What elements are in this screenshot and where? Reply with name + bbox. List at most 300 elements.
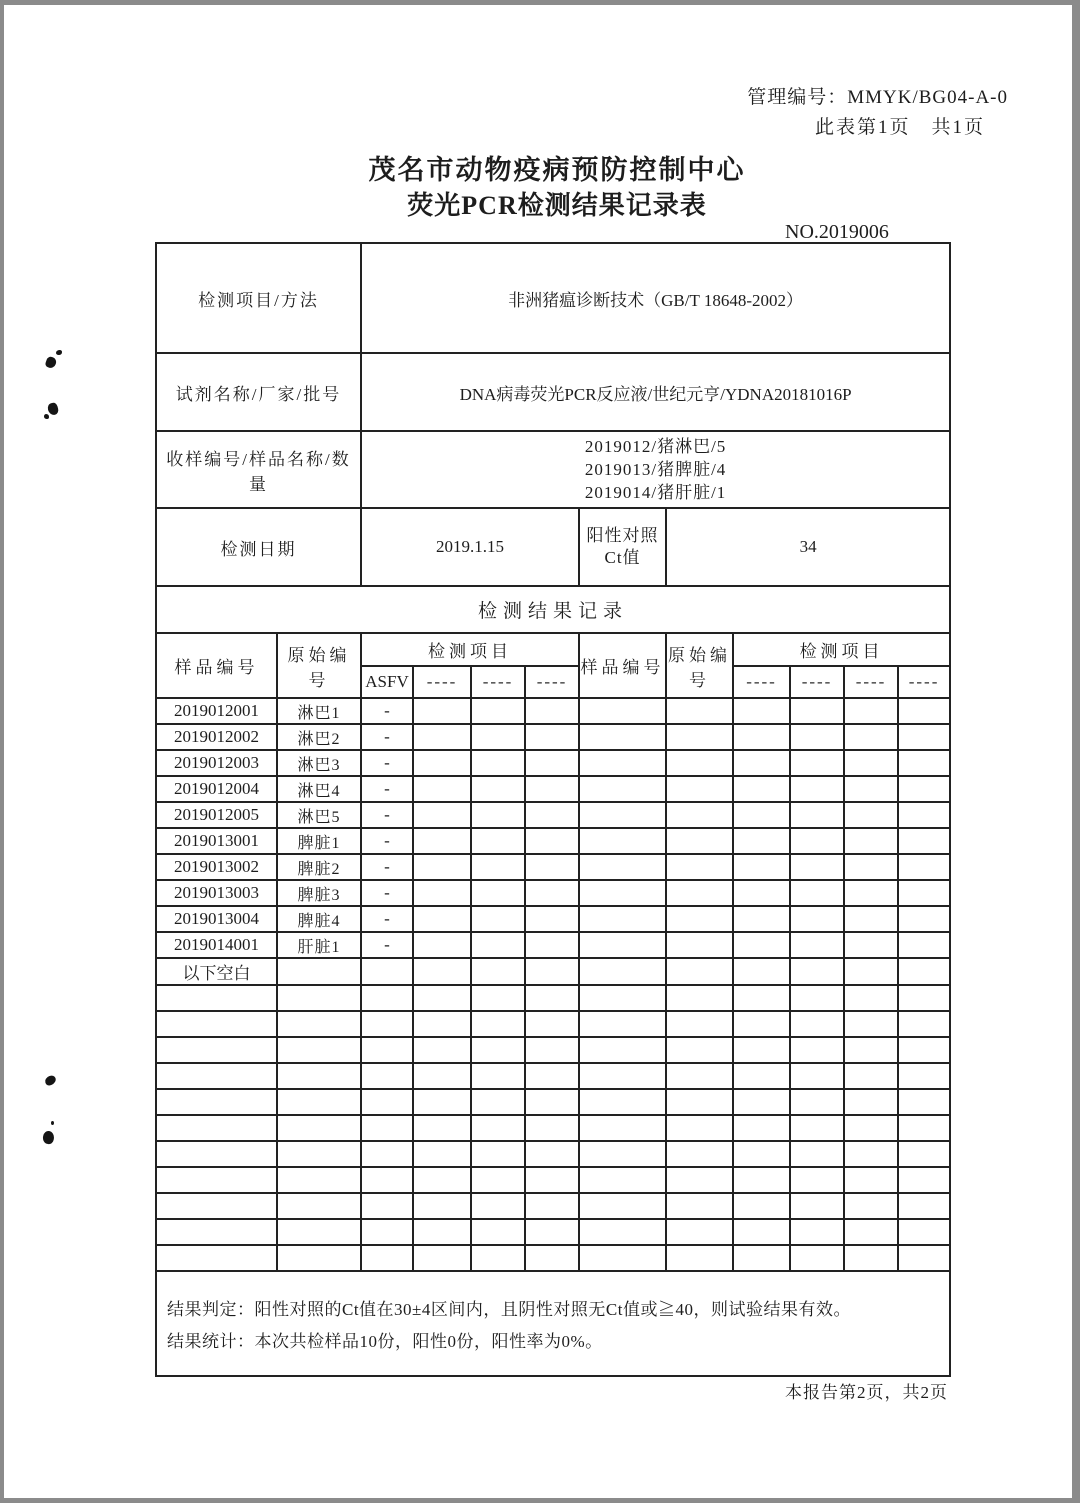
sample-id-cell: 2019013002 [156, 854, 277, 880]
empty-cell [413, 958, 471, 985]
empty-cell [579, 958, 666, 985]
empty-cell [361, 1219, 413, 1245]
empty-cell [844, 1011, 898, 1037]
reagent-label: 试剂名称/厂家/批号 [156, 353, 361, 431]
empty-cell [844, 1115, 898, 1141]
empty-cell [844, 1037, 898, 1063]
empty-cell [733, 906, 790, 932]
empty-cell [471, 1141, 525, 1167]
empty-cell [844, 1245, 898, 1271]
empty-cell [277, 1011, 361, 1037]
empty-cell [579, 1011, 666, 1037]
empty-cell [666, 958, 733, 985]
empty-cell [471, 1245, 525, 1271]
empty-cell [156, 1063, 277, 1089]
empty-cell [277, 1193, 361, 1219]
origin-id-cell: 肝脏1 [277, 932, 361, 958]
empty-cell [666, 906, 733, 932]
empty-cell [579, 880, 666, 906]
empty-cell [413, 698, 471, 724]
info-row-date [156, 508, 950, 586]
empty-cell [898, 1193, 950, 1219]
empty-cell [579, 1219, 666, 1245]
empty-cell [525, 1167, 579, 1193]
empty-cell [579, 776, 666, 802]
samples-label: 收样编号/样品名称/数量 [156, 431, 361, 508]
origin-id-cell: 脾脏4 [277, 906, 361, 932]
empty-cell [844, 932, 898, 958]
empty-cell [361, 1037, 413, 1063]
empty-row [156, 985, 950, 1011]
empty-cell [790, 854, 844, 880]
empty-cell [525, 750, 579, 776]
empty-cell [666, 750, 733, 776]
empty-cell [666, 1167, 733, 1193]
result-row [156, 906, 950, 932]
asfv-result-cell: - [361, 750, 413, 776]
report-page-note: 本报告第2页，共2页 [785, 1383, 948, 1402]
empty-cell [666, 1219, 733, 1245]
empty-cell [790, 802, 844, 828]
empty-cell [844, 698, 898, 724]
org-title: 茂名市动物疫病预防控制中心 [368, 155, 746, 185]
empty-cell [413, 880, 471, 906]
info-row-samples [156, 431, 950, 508]
empty-cell [471, 854, 525, 880]
empty-cell [413, 985, 471, 1011]
empty-cell [733, 1011, 790, 1037]
empty-cell [790, 1115, 844, 1141]
info-row-reagent [156, 353, 950, 431]
empty-cell [733, 958, 790, 985]
asfv-result-cell: - [361, 828, 413, 854]
empty-cell [898, 698, 950, 724]
empty-row [156, 1193, 950, 1219]
empty-cell [898, 750, 950, 776]
sample-id-cell: 2019012004 [156, 776, 277, 802]
empty-cell [277, 958, 361, 985]
empty-cell [361, 1115, 413, 1141]
empty-cell [844, 802, 898, 828]
empty-cell [898, 1011, 950, 1037]
sample-id-cell: 2019012005 [156, 802, 277, 828]
empty-cell [898, 958, 950, 985]
empty-cell [844, 880, 898, 906]
empty-cell [413, 776, 471, 802]
empty-cell [277, 1037, 361, 1063]
empty-cell [156, 1115, 277, 1141]
empty-cell [666, 1011, 733, 1037]
empty-cell [471, 698, 525, 724]
empty-cell [156, 1037, 277, 1063]
origin-id-cell: 淋巴2 [277, 724, 361, 750]
empty-cell [844, 985, 898, 1011]
empty-cell [666, 1115, 733, 1141]
col-header-dash: ---- [844, 666, 898, 698]
empty-cell [525, 802, 579, 828]
empty-cell [156, 1193, 277, 1219]
empty-cell [844, 958, 898, 985]
empty-cell [790, 776, 844, 802]
result-row [156, 750, 950, 776]
origin-id-cell: 淋巴3 [277, 750, 361, 776]
empty-cell [666, 1141, 733, 1167]
empty-cell [898, 1037, 950, 1063]
empty-cell [790, 1089, 844, 1115]
empty-cell [413, 724, 471, 750]
empty-cell [525, 828, 579, 854]
empty-cell [471, 1037, 525, 1063]
empty-cell [277, 1219, 361, 1245]
empty-cell [898, 1245, 950, 1271]
scan-smudge [47, 402, 60, 416]
col-header-origin-id-left: 原始编号 [277, 633, 361, 698]
empty-cell [844, 776, 898, 802]
empty-cell [471, 828, 525, 854]
empty-cell [790, 1011, 844, 1037]
empty-cell [525, 1089, 579, 1115]
empty-cell [579, 1089, 666, 1115]
empty-cell [579, 932, 666, 958]
empty-cell [898, 985, 950, 1011]
empty-cell [525, 776, 579, 802]
empty-cell [525, 985, 579, 1011]
empty-cell [666, 932, 733, 958]
empty-cell [277, 1115, 361, 1141]
empty-cell [579, 828, 666, 854]
empty-cell [844, 854, 898, 880]
empty-cell [413, 1063, 471, 1089]
empty-cell [579, 985, 666, 1011]
empty-cell [525, 1115, 579, 1141]
empty-cell [361, 958, 413, 985]
col-header-dash: ---- [898, 666, 950, 698]
asfv-result-cell: - [361, 776, 413, 802]
empty-cell [471, 1063, 525, 1089]
scan-smudge [44, 1074, 57, 1086]
sample-id-cell: 2019014001 [156, 932, 277, 958]
empty-cell [898, 828, 950, 854]
empty-row [156, 1011, 950, 1037]
empty-cell [579, 1167, 666, 1193]
ct-label-line1: 阳性对照 [586, 526, 659, 545]
empty-cell [733, 828, 790, 854]
empty-cell [790, 880, 844, 906]
empty-cell [898, 1115, 950, 1141]
empty-cell [525, 724, 579, 750]
empty-cell [277, 1089, 361, 1115]
empty-cell [361, 1089, 413, 1115]
admin-number: 管理编号：MMYK/BG04-A-0 [747, 87, 1008, 108]
empty-cell [579, 854, 666, 880]
empty-cell [156, 1089, 277, 1115]
reagent-value: DNA病毒荧光PCR反应液/世纪元亨/YDNA20181016P [361, 353, 950, 431]
empty-cell [471, 932, 525, 958]
empty-cell [156, 1167, 277, 1193]
asfv-result-cell: - [361, 802, 413, 828]
asfv-result-cell: - [361, 932, 413, 958]
empty-cell [413, 932, 471, 958]
empty-cell [156, 1011, 277, 1037]
col-header-dash: ---- [413, 666, 471, 698]
empty-cell [579, 750, 666, 776]
empty-cell [666, 802, 733, 828]
empty-cell [471, 958, 525, 985]
empty-cell [790, 932, 844, 958]
empty-cell [361, 985, 413, 1011]
col-header-sample-id-right: 样品编号 [579, 633, 666, 698]
empty-row [156, 1089, 950, 1115]
empty-cell [733, 1115, 790, 1141]
empty-cell [361, 1063, 413, 1089]
empty-cell [525, 958, 579, 985]
empty-cell [525, 1037, 579, 1063]
empty-cell [525, 1011, 579, 1037]
empty-cell [733, 802, 790, 828]
empty-cell [733, 750, 790, 776]
empty-cell [471, 724, 525, 750]
empty-cell [413, 1245, 471, 1271]
origin-id-cell: 淋巴4 [277, 776, 361, 802]
positive-control-ct-label [579, 508, 666, 586]
empty-cell [790, 906, 844, 932]
results-body [156, 698, 950, 1271]
empty-cell [733, 985, 790, 1011]
result-row [156, 880, 950, 906]
empty-cell [790, 985, 844, 1011]
asfv-result-cell: - [361, 724, 413, 750]
empty-cell [471, 880, 525, 906]
empty-cell [733, 1141, 790, 1167]
blank-note-row [156, 958, 950, 985]
sample-id-cell: 2019013003 [156, 880, 277, 906]
empty-cell [361, 1167, 413, 1193]
empty-cell [898, 1219, 950, 1245]
empty-cell [898, 880, 950, 906]
empty-cell [790, 1193, 844, 1219]
empty-cell [525, 880, 579, 906]
empty-cell [666, 1063, 733, 1089]
empty-cell [898, 776, 950, 802]
document-page [4, 5, 1072, 1498]
document-number: NO.2019006 [785, 221, 889, 243]
empty-cell [898, 932, 950, 958]
sample-id-cell: 2019013004 [156, 906, 277, 932]
empty-cell [525, 932, 579, 958]
asfv-result-cell: - [361, 698, 413, 724]
empty-cell [733, 1193, 790, 1219]
empty-cell [525, 1219, 579, 1245]
empty-cell [898, 1141, 950, 1167]
origin-id-cell: 淋巴5 [277, 802, 361, 828]
empty-row [156, 1141, 950, 1167]
empty-cell [579, 802, 666, 828]
empty-cell [733, 1063, 790, 1089]
empty-cell [790, 1037, 844, 1063]
conclusion-cell [156, 1271, 950, 1376]
asfv-result-cell: - [361, 906, 413, 932]
empty-cell [790, 750, 844, 776]
result-row [156, 802, 950, 828]
empty-cell [733, 932, 790, 958]
scan-smudge [44, 414, 49, 419]
result-row [156, 828, 950, 854]
empty-cell [844, 724, 898, 750]
results-section-title: 检测结果记录 [156, 586, 950, 633]
empty-row [156, 1063, 950, 1089]
empty-cell [579, 724, 666, 750]
empty-cell [733, 1089, 790, 1115]
result-row [156, 932, 950, 958]
empty-cell [156, 985, 277, 1011]
method-label: 检测项目/方法 [156, 243, 361, 353]
empty-cell [579, 1115, 666, 1141]
col-header-dash: ---- [790, 666, 844, 698]
sample-batch-2: 2019013/猪脾脏/4 [584, 460, 727, 479]
empty-cell [471, 1193, 525, 1219]
scan-smudge [42, 1130, 55, 1145]
form-title: 荧光PCR检测结果记录表 [407, 191, 707, 220]
empty-cell [156, 1141, 277, 1167]
empty-cell [579, 1141, 666, 1167]
empty-row [156, 1219, 950, 1245]
empty-cell [790, 1141, 844, 1167]
empty-cell [156, 1219, 277, 1245]
result-row [156, 724, 950, 750]
empty-cell [579, 1245, 666, 1271]
empty-row [156, 1037, 950, 1063]
empty-cell [525, 1063, 579, 1089]
empty-cell [525, 854, 579, 880]
results-header-row-1 [156, 633, 950, 666]
empty-cell [471, 985, 525, 1011]
empty-cell [666, 1089, 733, 1115]
empty-row [156, 1245, 950, 1271]
empty-cell [361, 1245, 413, 1271]
empty-cell [413, 1167, 471, 1193]
empty-cell [471, 750, 525, 776]
result-row [156, 698, 950, 724]
empty-cell [666, 776, 733, 802]
empty-cell [525, 698, 579, 724]
sample-batch-3: 2019014/猪肝脏/1 [584, 483, 727, 502]
result-row [156, 854, 950, 880]
col-header-asfv: ASFV [361, 666, 413, 698]
empty-cell [413, 1089, 471, 1115]
asfv-result-cell: - [361, 854, 413, 880]
empty-cell [471, 776, 525, 802]
empty-cell [413, 750, 471, 776]
sample-id-cell: 2019012003 [156, 750, 277, 776]
empty-cell [790, 1245, 844, 1271]
empty-cell [413, 828, 471, 854]
sample-id-cell: 2019012002 [156, 724, 277, 750]
empty-cell [733, 854, 790, 880]
empty-cell [790, 698, 844, 724]
origin-id-cell: 脾脏1 [277, 828, 361, 854]
empty-cell [579, 1193, 666, 1219]
empty-cell [733, 1037, 790, 1063]
conclusion-statistics: 结果统计：本次共检样品10份，阳性0份，阳性率为0%。 [167, 1332, 603, 1351]
empty-cell [898, 802, 950, 828]
empty-cell [277, 985, 361, 1011]
empty-cell [844, 1063, 898, 1089]
empty-cell [413, 1115, 471, 1141]
empty-cell [413, 1193, 471, 1219]
col-header-dash: ---- [525, 666, 579, 698]
empty-cell [525, 1245, 579, 1271]
empty-cell [413, 1141, 471, 1167]
empty-cell [790, 828, 844, 854]
ct-label-line2: Ct值 [604, 548, 641, 567]
empty-cell [790, 724, 844, 750]
empty-cell [413, 906, 471, 932]
empty-cell [666, 828, 733, 854]
empty-cell [898, 1089, 950, 1115]
empty-cell [733, 724, 790, 750]
pcr-record-table [155, 242, 951, 1377]
empty-cell [413, 1011, 471, 1037]
empty-cell [471, 802, 525, 828]
empty-row [156, 1167, 950, 1193]
empty-cell [666, 880, 733, 906]
empty-cell [898, 854, 950, 880]
empty-cell [790, 1219, 844, 1245]
empty-cell [471, 906, 525, 932]
col-group-test-items-right: 检测项目 [733, 633, 950, 666]
scan-smudge [56, 350, 62, 355]
empty-cell [733, 1167, 790, 1193]
empty-cell [790, 1063, 844, 1089]
empty-cell [666, 985, 733, 1011]
origin-id-cell: 脾脏2 [277, 854, 361, 880]
samples-value [361, 431, 950, 508]
asfv-result-cell: - [361, 880, 413, 906]
empty-cell [666, 854, 733, 880]
empty-cell [844, 1219, 898, 1245]
empty-cell [666, 1193, 733, 1219]
results-section-header [156, 586, 950, 633]
empty-cell [471, 1219, 525, 1245]
empty-row [156, 1115, 950, 1141]
empty-cell [898, 1063, 950, 1089]
conclusion-criteria: 结果判定：阳性对照的Ct值在30±4区间内，且阴性对照无Ct值或≧40，则试验结果有效。 [167, 1300, 851, 1319]
empty-cell [733, 698, 790, 724]
col-header-dash: ---- [471, 666, 525, 698]
empty-cell [733, 1219, 790, 1245]
blank-note-cell: 以下空白 [156, 958, 277, 985]
empty-cell [361, 1193, 413, 1219]
form-page-note: 此表第1页 共1页 [814, 117, 985, 138]
empty-cell [579, 698, 666, 724]
sample-id-cell: 2019012001 [156, 698, 277, 724]
origin-id-cell: 淋巴1 [277, 698, 361, 724]
empty-cell [733, 880, 790, 906]
empty-cell [525, 906, 579, 932]
scan-smudge [51, 1121, 54, 1125]
empty-cell [361, 1141, 413, 1167]
empty-cell [579, 906, 666, 932]
col-header-origin-id-right: 原始编号 [666, 633, 733, 698]
empty-cell [844, 906, 898, 932]
empty-cell [471, 1089, 525, 1115]
empty-cell [733, 1245, 790, 1271]
empty-cell [277, 1063, 361, 1089]
empty-cell [413, 802, 471, 828]
empty-cell [156, 1245, 277, 1271]
date-label: 检测日期 [156, 508, 361, 586]
empty-cell [733, 776, 790, 802]
